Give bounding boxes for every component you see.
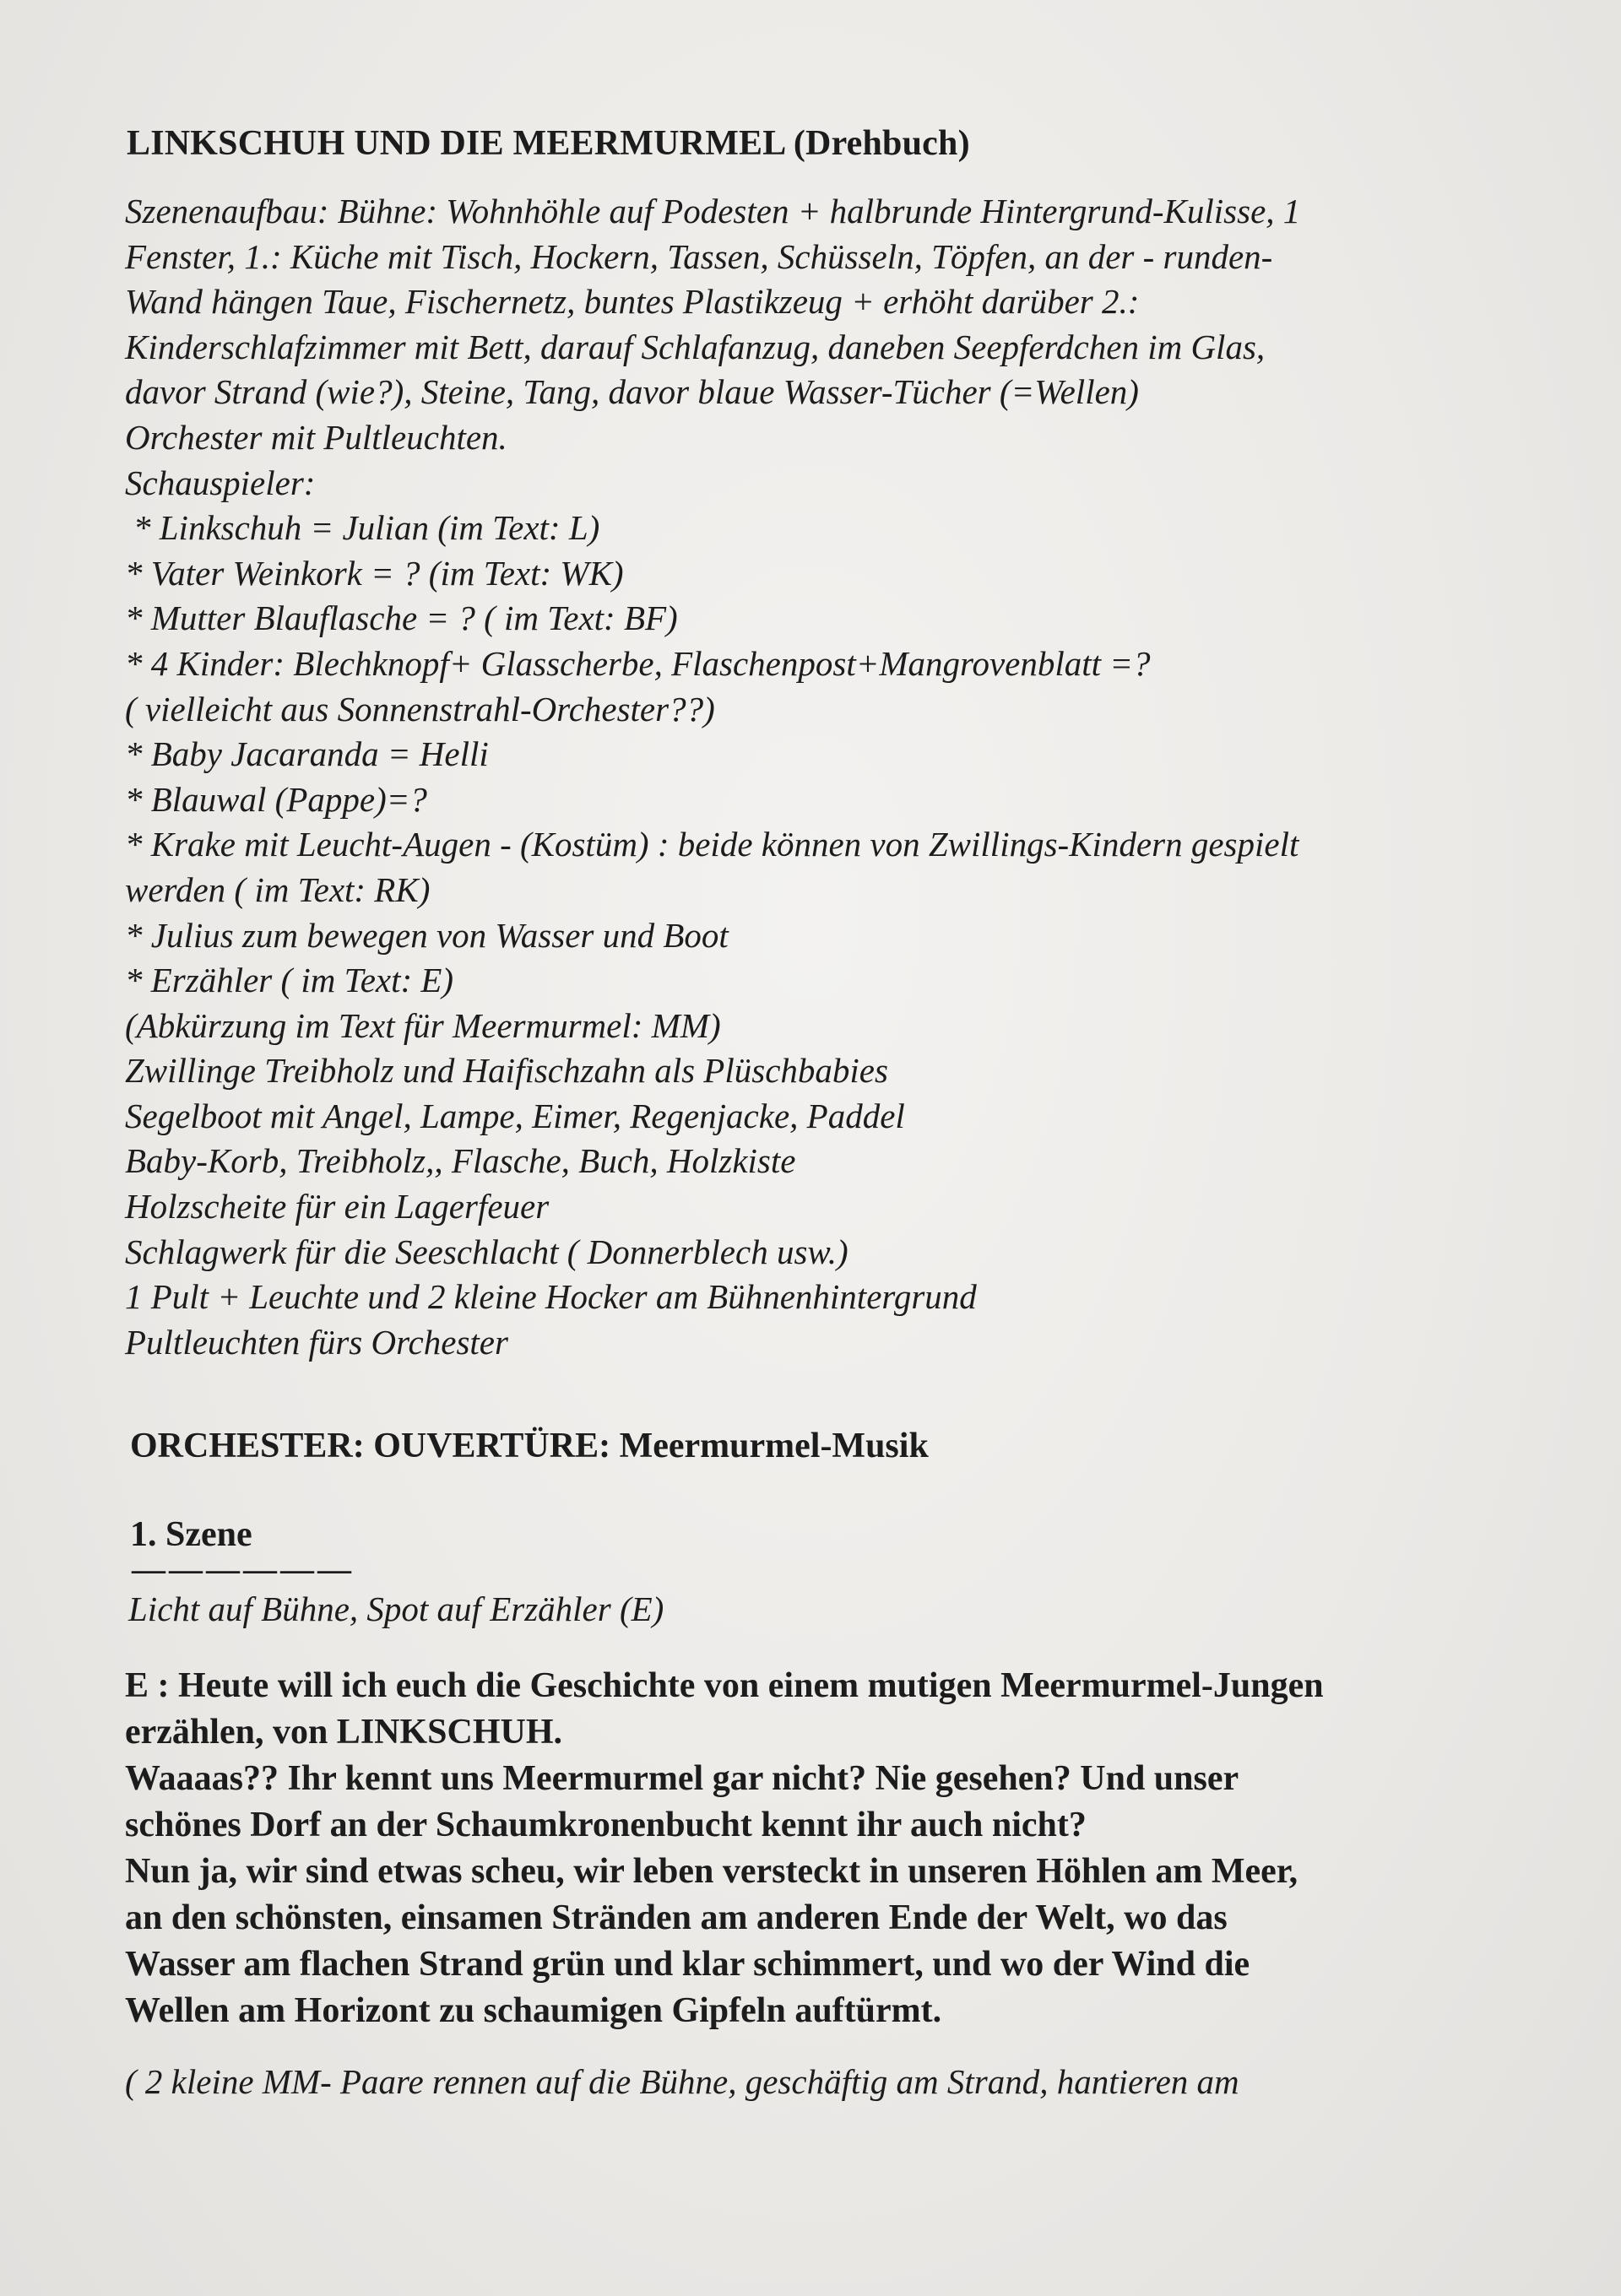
cast-note: werden ( im Text: RK) xyxy=(125,869,431,909)
document-title: LINKSCHUH UND DIE MEERMURMEL (Drehbuch) xyxy=(127,124,970,163)
setup-line: Orchester mit Pultleuchten. xyxy=(125,417,507,457)
speech-line: Nun ja, wir sind etwas scheu, wir leben versteckt in unseren Höhlen am Meer, xyxy=(125,1852,1298,1892)
props-item: Segelboot mit Angel, Lampe, Eimer, Regenjacke, Paddel xyxy=(125,1096,905,1135)
setup-line: davor Strand (wie?), Steine, Tang, davor blaue Wasser-Tücher (=Wellen) xyxy=(125,372,1139,412)
stage-direction: Licht auf Bühne, Spot auf Erzähler (E) xyxy=(128,1589,664,1629)
final-stage-direction: ( 2 kleine MM- Paare rennen auf die Bühne, geschäftig am Strand, hantieren am xyxy=(125,2062,1239,2102)
props-item: Zwillinge Treibholz und Haifischzahn als Plüschbabies xyxy=(125,1051,888,1091)
setup-section xyxy=(125,189,1510,1365)
cast-item: * Erzähler ( im Text: E) xyxy=(125,961,454,1000)
cast-heading: Schauspieler: xyxy=(125,463,316,502)
speech-line: E : Heute will ich euch die Geschichte von einem mutigen Meermurmel-Jungen xyxy=(125,1666,1324,1706)
script-page xyxy=(125,118,1510,2105)
cast-item: * Mutter Blauflasche = ? ( im Text: BF) xyxy=(125,598,678,638)
speech-line: schönes Dorf an der Schaumkronenbucht kennt ihr auch nicht? xyxy=(125,1806,1087,1845)
cast-item: * Julius zum bewegen von Wasser und Boot xyxy=(125,915,729,955)
scene-underline: —————— xyxy=(132,1550,355,1589)
speech-line: Waaaas?? Ihr kennt uns Meermurmel gar nicht? Nie gesehen? Und unser xyxy=(125,1759,1239,1799)
setup-line: Wand hängen Taue, Fischernetz, buntes Plastikzeug + erhöht darüber 2.: xyxy=(125,282,1140,322)
speech-line: an den schönsten, einsamen Stränden am anderen Ende der Welt, wo das xyxy=(125,1898,1228,1938)
cast-item: * Krake mit Leucht-Augen - (Kostüm) : beide können von Zwillings-Kindern gespielt xyxy=(125,825,1299,864)
setup-line: Fenster, 1.: Küche mit Tisch, Hockern, Tassen, Schüsseln, Töpfen, an der - runden- xyxy=(125,236,1273,276)
cast-item: * Vater Weinkork = ? (im Text: WK) xyxy=(125,553,624,593)
cast-item: * 4 Kinder: Blechknopf+ Glasscherbe, Flaschenpost+Mangrovenblatt =? xyxy=(125,643,1151,683)
cast-item: * Linkschuh = Julian (im Text: L) xyxy=(133,508,600,548)
speech-line: erzählen, von LINKSCHUH. xyxy=(125,1713,563,1752)
props-item: Baby-Korb, Treibholz,, Flasche, Buch, Holzkiste xyxy=(125,1141,796,1181)
speech-line: Wellen am Horizont zu schaumigen Gipfeln auftürmt. xyxy=(125,1991,942,2031)
cast-note: ( vielleicht aus Sonnenstrahl-Orchester??) xyxy=(125,689,715,728)
orchestra-heading: ORCHESTER: OUVERTÜRE: Meermurmel-Musik xyxy=(130,1427,929,1466)
narrator-speech xyxy=(125,1663,1510,2034)
setup-line: Kinderschlafzimmer mit Bett, darauf Schlafanzug, daneben Seepferdchen im Glas, xyxy=(125,327,1266,366)
props-item: Schlagwerk für die Seeschlacht ( Donnerblech usw.) xyxy=(125,1232,848,1271)
props-item: Pultleuchten fürs Orchester xyxy=(125,1322,508,1362)
props-item: Holzscheite für ein Lagerfeuer xyxy=(125,1187,550,1227)
speech-line: Wasser am flachen Strand grün und klar schimmert, und wo der Wind die xyxy=(125,1945,1250,1985)
setup-line: Szenenaufbau: Bühne: Wohnhöhle auf Podesten + halbrunde Hintergrund-Kulisse, 1 xyxy=(125,192,1301,230)
props-item: 1 Pult + Leuchte und 2 kleine Hocker am Bühnenhintergrund xyxy=(125,1277,977,1317)
cast-item: * Baby Jacaranda = Helli xyxy=(125,734,489,774)
scene-heading: 1. Szene xyxy=(130,1515,252,1555)
cast-item: * Blauwal (Pappe)=? xyxy=(125,779,427,819)
abbreviation-note: (Abkürzung im Text für Meermurmel: MM) xyxy=(125,1005,721,1045)
